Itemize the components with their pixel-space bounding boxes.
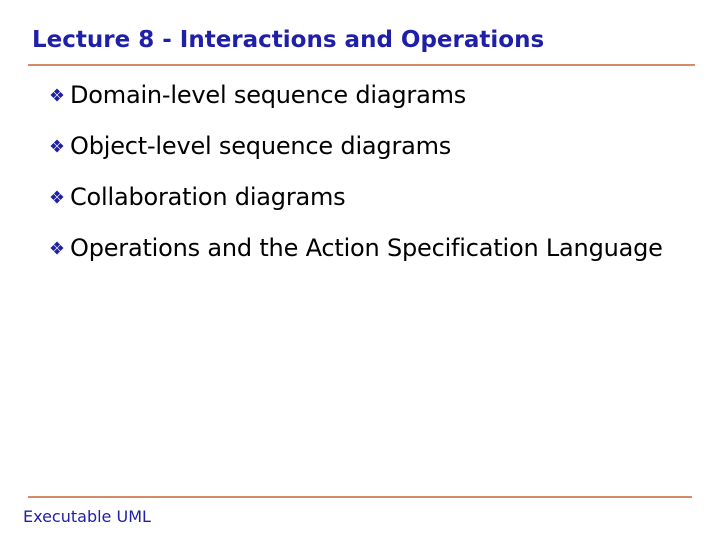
bullet-item xyxy=(50,180,663,214)
slide-title: Lecture 8 - Interactions and Operations xyxy=(32,27,545,53)
footer-label: Executable UML xyxy=(23,507,151,526)
bullet-item xyxy=(50,231,663,265)
diamond-bullet-icon xyxy=(50,88,64,102)
bullet-item xyxy=(50,129,663,163)
bullet-item xyxy=(50,78,663,112)
bullet-text: Domain-level sequence diagrams xyxy=(70,81,467,109)
bullet-text: Object-level sequence diagrams xyxy=(70,132,452,160)
footer-divider xyxy=(28,496,692,498)
bullet-text: Operations and the Action Specification Language xyxy=(70,234,663,262)
diamond-bullet-icon xyxy=(50,241,64,255)
bullet-list xyxy=(50,78,663,282)
diamond-bullet-icon xyxy=(50,139,64,153)
bullet-text: Collaboration diagrams xyxy=(70,183,346,211)
title-divider xyxy=(28,64,695,66)
diamond-bullet-icon xyxy=(50,190,64,204)
